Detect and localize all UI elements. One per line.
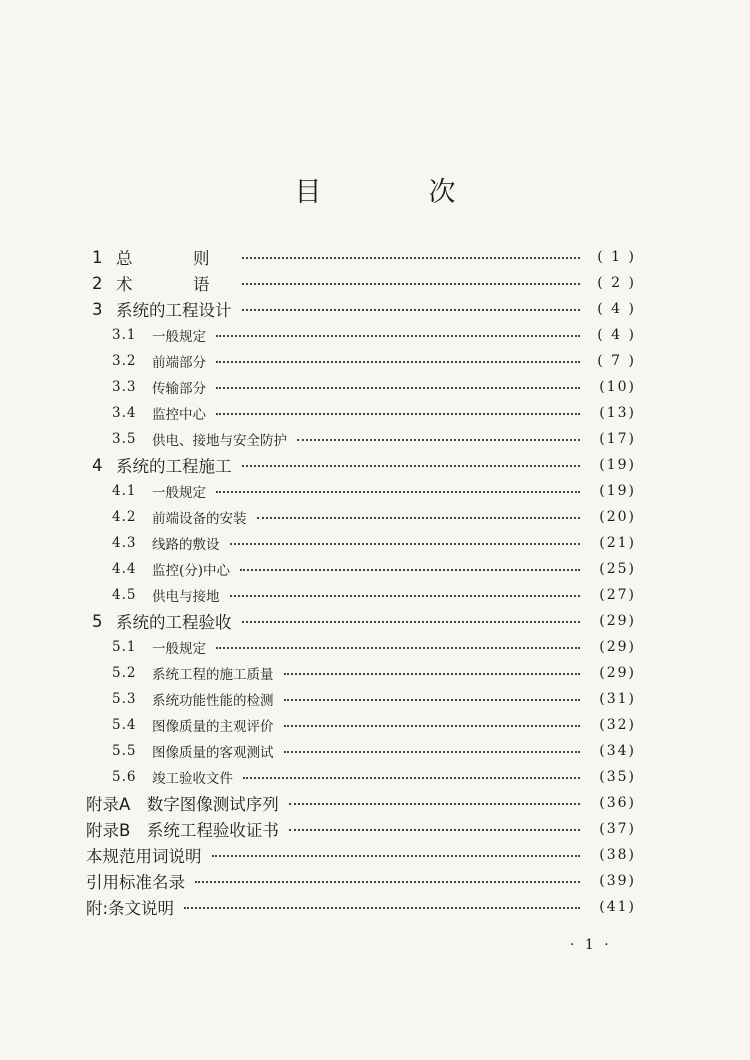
toc-entry-label: 总 则	[116, 249, 232, 268]
toc-entry-page: (34)	[599, 743, 636, 759]
toc-entry-page: (36)	[599, 795, 636, 811]
dot-leader	[289, 829, 580, 831]
toc-entry-label: 引用标准名录	[86, 873, 185, 892]
toc-entry-wording-explanation[interactable]	[86, 842, 636, 868]
toc-entry-number: 4	[92, 455, 103, 475]
dot-leader	[216, 413, 580, 415]
toc-entry-label: 供电、接地与安全防护	[152, 433, 287, 449]
toc-entry-label: 附录A 数字图像测试序列	[86, 795, 279, 814]
dot-leader	[230, 595, 581, 597]
toc-entry-page: ( 4 )	[597, 327, 636, 343]
toc-entry-number: 3.5	[112, 431, 137, 447]
toc-entry-page: (13)	[599, 405, 636, 421]
toc-entry-number: 5.5	[112, 743, 137, 759]
toc-entry-page: (21)	[599, 535, 636, 551]
toc-entry-number: 3	[92, 299, 103, 319]
dot-leader	[242, 465, 581, 467]
toc-entry-5-6[interactable]	[92, 764, 636, 790]
toc-entry-label: 供电与接地	[152, 589, 220, 605]
toc-entry-5-3[interactable]	[92, 686, 636, 712]
dot-leader	[284, 699, 581, 701]
toc-entry-3-5[interactable]	[92, 426, 636, 452]
toc-entry-number: 4.3	[112, 535, 137, 551]
toc-entry-page: (32)	[599, 717, 636, 733]
toc-entry-page: (20)	[599, 509, 636, 525]
toc-entry-label: 图像质量的主观评价	[152, 719, 274, 735]
toc-entry-3-2[interactable]	[92, 348, 636, 374]
dot-leader	[289, 803, 580, 805]
toc-entry-page: (29)	[599, 665, 636, 681]
toc-entry-2[interactable]	[92, 270, 636, 296]
toc-entry-page: (10)	[599, 379, 636, 395]
dot-leader	[242, 283, 581, 285]
dot-leader	[216, 387, 580, 389]
toc-entry-page: ( 2 )	[597, 275, 636, 291]
toc-entry-page: ( 4 )	[597, 301, 636, 317]
toc-entry-3-4[interactable]	[92, 400, 636, 426]
toc-entry-label: 附:条文说明	[86, 899, 175, 918]
toc-entry-number: 4.1	[112, 483, 137, 499]
toc-entry-label: 系统工程的施工质量	[152, 667, 274, 683]
toc-entry-label: 图像质量的客观测试	[152, 745, 274, 761]
toc-entry-page: ( 1 )	[597, 249, 636, 265]
toc-entry-label: 竣工验收文件	[152, 771, 233, 787]
toc-entry-number: 3.2	[112, 353, 137, 369]
toc-entry-label: 系统的工程验收	[116, 613, 232, 632]
toc-entry-label: 监控(分)中心	[152, 563, 231, 579]
toc-entry-number: 3.3	[112, 379, 137, 395]
toc-entry-label: 前端设备的安装	[152, 511, 247, 527]
toc-entry-label: 监控中心	[152, 407, 206, 423]
toc-entry-page: (37)	[599, 821, 636, 837]
toc-entry-number: 4.2	[112, 509, 137, 525]
toc-entry-number: 4.4	[112, 561, 137, 577]
toc-entry-page: (25)	[599, 561, 636, 577]
toc-entry-page: (17)	[599, 431, 636, 447]
toc-entry-label: 系统功能性能的检测	[152, 693, 274, 709]
toc-entry-5-1[interactable]	[92, 634, 636, 660]
toc-entry-page: (39)	[599, 873, 636, 889]
toc-entry-5-4[interactable]	[92, 712, 636, 738]
dot-leader	[284, 725, 581, 727]
toc-entry-label: 一般规定	[152, 329, 206, 345]
toc-entry-label: 本规范用词说明	[86, 847, 202, 866]
toc-entry-number: 5.1	[112, 639, 137, 655]
toc-entry-page: (19)	[599, 457, 636, 473]
toc-entry-label: 系统的工程设计	[116, 301, 232, 320]
table-of-contents	[86, 244, 636, 920]
toc-entry-page: (29)	[599, 639, 636, 655]
toc-entry-3-3[interactable]	[92, 374, 636, 400]
toc-entry-4-1[interactable]	[92, 478, 636, 504]
toc-entry-label: 前端部分	[152, 355, 206, 371]
dot-leader	[240, 569, 580, 571]
toc-entry-referenced-standards[interactable]	[86, 868, 636, 894]
toc-entry-page: (38)	[599, 847, 636, 863]
dot-leader	[284, 751, 581, 753]
toc-entry-label: 一般规定	[152, 485, 206, 501]
dot-leader	[230, 543, 581, 545]
toc-entry-label: 线路的敷设	[152, 537, 220, 553]
dot-leader	[242, 621, 581, 623]
toc-entry-number: 1	[92, 247, 103, 267]
toc-entry-4-3[interactable]	[92, 530, 636, 556]
dot-leader	[216, 335, 580, 337]
page-number: · 1 ·	[570, 937, 612, 953]
dot-leader	[243, 777, 580, 779]
toc-entry-number: 3.4	[112, 405, 137, 421]
toc-entry-3-1[interactable]	[92, 322, 636, 348]
toc-entry-label: 术 语	[116, 275, 232, 294]
toc-entry-number: 5.4	[112, 717, 137, 733]
toc-entry-page: (41)	[599, 899, 636, 915]
toc-entry-4-4[interactable]	[92, 556, 636, 582]
toc-entry-page: (29)	[599, 613, 636, 629]
toc-entry-5-2[interactable]	[92, 660, 636, 686]
dot-leader	[216, 491, 580, 493]
dot-leader	[257, 517, 581, 519]
toc-entry-label: 附录B 系统工程验收证书	[86, 821, 279, 840]
toc-entry-appendix-b[interactable]	[86, 816, 636, 842]
toc-entry-label: 系统的工程施工	[116, 457, 232, 476]
toc-entry-number: 5.6	[112, 769, 137, 785]
toc-entry-clause-explanation[interactable]	[86, 894, 636, 920]
toc-entry-5-5[interactable]	[92, 738, 636, 764]
toc-entry-number: 5.3	[112, 691, 137, 707]
toc-entry-4-2[interactable]	[92, 504, 636, 530]
dot-leader	[297, 439, 580, 441]
toc-entry-page: ( 7 )	[597, 353, 636, 369]
dot-leader	[242, 309, 581, 311]
toc-entry-number: 3.1	[112, 327, 137, 343]
toc-entry-4-5[interactable]	[92, 582, 636, 608]
toc-entry-page: (31)	[599, 691, 636, 707]
toc-entry-5[interactable]	[92, 608, 636, 634]
toc-entry-4[interactable]	[92, 452, 636, 478]
dot-leader	[195, 881, 580, 883]
toc-entry-label: 传输部分	[152, 381, 206, 397]
dot-leader	[184, 907, 580, 909]
dot-leader	[216, 647, 580, 649]
dot-leader	[216, 361, 580, 363]
toc-entry-page: (19)	[599, 483, 636, 499]
toc-entry-appendix-a[interactable]	[86, 790, 636, 816]
toc-entry-1[interactable]	[92, 244, 636, 270]
toc-entry-number: 2	[92, 273, 103, 293]
dot-leader	[284, 673, 581, 675]
dot-leader	[212, 855, 581, 857]
dot-leader	[242, 257, 581, 259]
toc-entry-label: 一般规定	[152, 641, 206, 657]
toc-entry-page: (27)	[599, 587, 636, 603]
toc-entry-number: 5.2	[112, 665, 137, 681]
toc-entry-3[interactable]	[92, 296, 636, 322]
toc-entry-number: 5	[92, 611, 103, 631]
toc-entry-number: 4.5	[112, 587, 137, 603]
toc-entry-page: (35)	[599, 769, 636, 785]
page-title: 目 次	[294, 177, 496, 209]
